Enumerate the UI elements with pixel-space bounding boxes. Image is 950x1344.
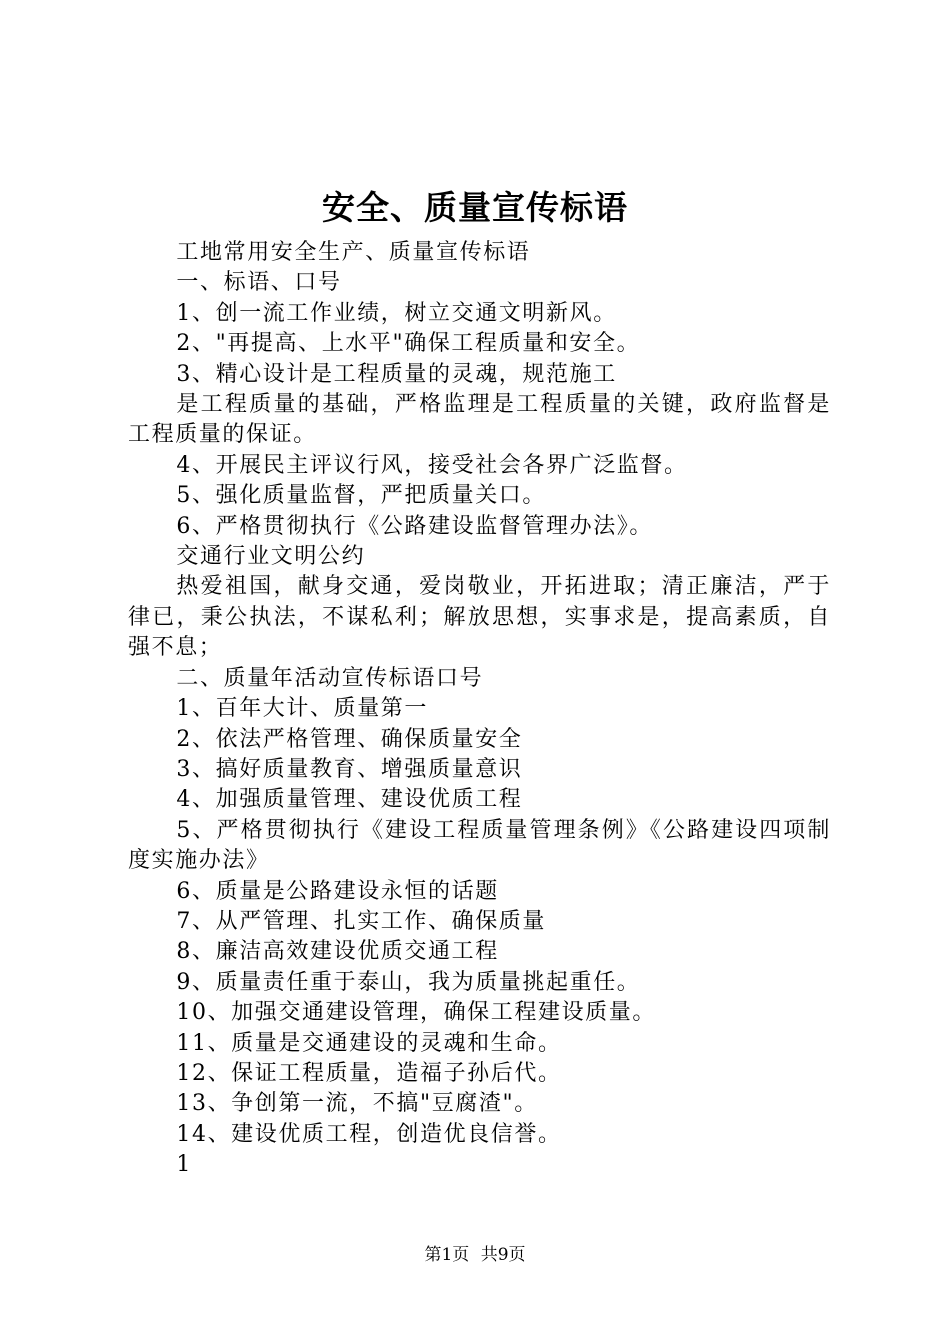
- paragraph: 热爱祖国，献身交通，爱岗敬业，开拓进取；清正廉洁，严于律已，秉公执法，不谋私利；解放思想，实事求是，提高素质，自强不息；: [128, 574, 831, 661]
- paragraph: 是工程质量的基础，严格监理是工程质量的关键，政府监督是工程质量的保证。: [128, 392, 831, 448]
- paragraph: 3、搞好质量教育、增强质量意识: [176, 756, 523, 782]
- paragraph: 二、质量年活动宣传标语口号: [176, 665, 484, 691]
- paragraph: 3、精心设计是工程质量的灵魂，规范施工: [176, 361, 617, 387]
- paragraph: 4、加强质量管理、建设优质工程: [176, 787, 523, 813]
- paragraph: 6、严格贯彻执行《公路建设监督管理办法》。: [176, 513, 653, 539]
- paragraph: 9、质量责任重于泰山，我为质量挑起重任。: [176, 969, 641, 995]
- document-body: [128, 238, 831, 1181]
- paragraph: 10、加强交通建设管理，确保工程建设质量。: [176, 1000, 656, 1026]
- document-title: 安全、质量宣传标语: [322, 188, 628, 227]
- page-number: 第1页: [424, 1245, 470, 1265]
- paragraph: 11、质量是交通建设的灵魂和生命。: [176, 1030, 562, 1056]
- paragraph: 5、严格贯彻执行《建设工程质量管理条例》《公路建设四项制度实施办法》: [128, 817, 831, 874]
- paragraph: 4、开展民主评议行风，接受社会各界广泛监督。: [176, 452, 688, 478]
- paragraph: 14、建设优质工程，创造优良信誉。: [176, 1121, 562, 1147]
- paragraph: 6、质量是公路建设永恒的话题: [176, 878, 499, 904]
- paragraph: 2、依法严格管理、确保质量安全: [176, 726, 523, 752]
- paragraph: 1: [176, 1152, 192, 1178]
- paragraph: 交通行业文明公约: [176, 544, 366, 570]
- paragraph: 2、"再提高、上水平"确保工程质量和安全。: [176, 331, 641, 357]
- page-total: 共9页: [480, 1245, 526, 1265]
- paragraph: 1、创一流工作业绩，树立交通文明新风。: [176, 300, 617, 326]
- paragraph: 工地常用安全生产、质量宣传标语: [176, 240, 531, 265]
- paragraph: 一、标语、口号: [176, 270, 342, 296]
- paragraph: 13、争创第一流，不搞"豆腐渣"。: [176, 1091, 538, 1117]
- paragraph: 7、从严管理、扎实工作、确保质量: [176, 908, 546, 934]
- paragraph: 12、保证工程质量，造福子孙后代。: [176, 1060, 562, 1086]
- paragraph: 5、强化质量监督，严把质量关口。: [176, 483, 546, 509]
- paragraph: 1、百年大计、质量第一: [176, 696, 428, 722]
- paragraph: 8、廉洁高效建设优质交通工程: [176, 939, 499, 965]
- page-footer: [0, 1243, 950, 1267]
